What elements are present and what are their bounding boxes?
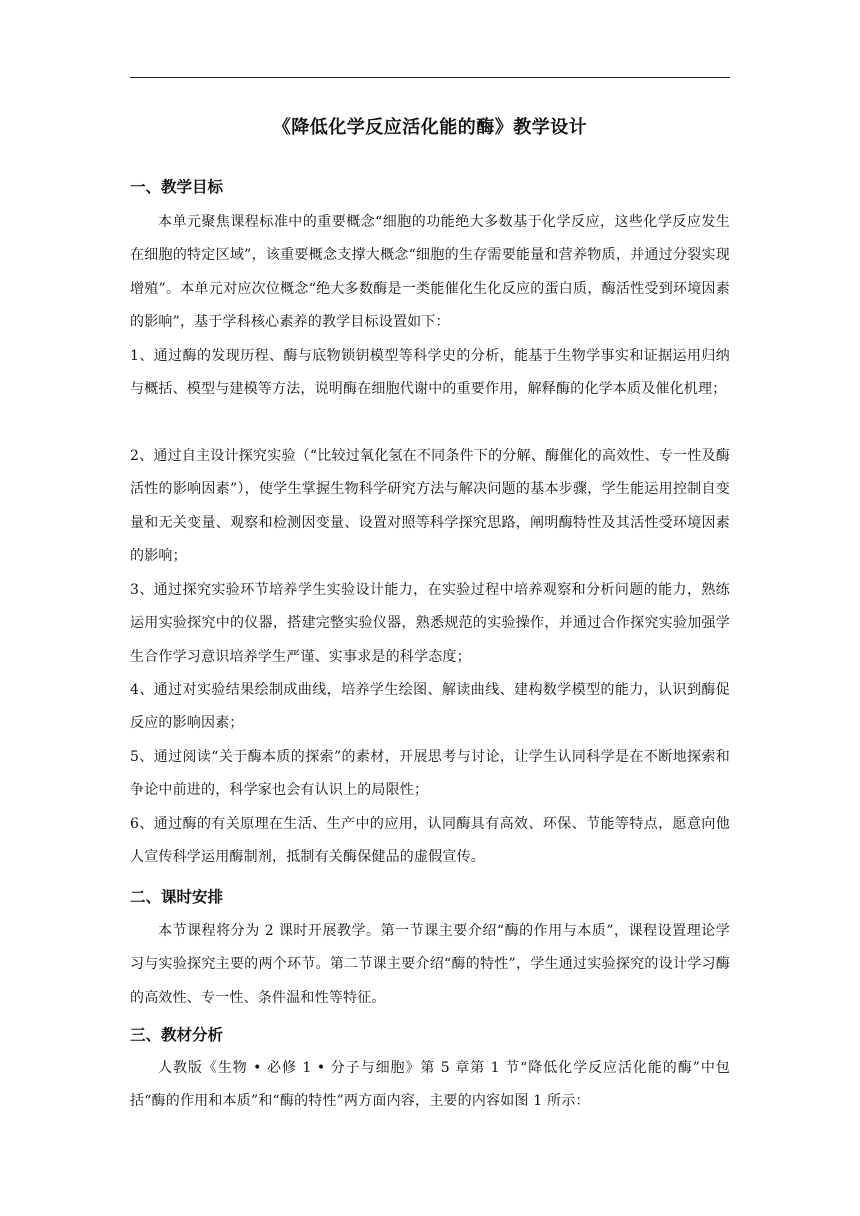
objective-item-5: 5、通过阅读“关于酶本质的探索”的素材，开展思考与讨论，让学生认同科学是在不断地探索和争论中前进的，科学家也会有认识上的局限性； (130, 749, 730, 799)
objectives-intro-paragraph: 本单元聚焦课程标准中的重要概念“细胞的功能绝大多数基于化学反应，这些化学反应发生在细胞的特定区域”，该重要概念支撑大概念“细胞的生存需要能量和营养物质，并通过分裂实现增殖”。本单元对应次位概念“绝大多数酶是一类能催化生化反应的蛋白质，酶活性受到环境因素的影响”，基于学科核心素养的教学目标设置如下： (130, 214, 730, 330)
objective-item-2: 2、通过自主设计探究实验（“比较过氧化氢在不同条件下的分解、酶催化的高效性、专一性及酶活性的影响因素”），使学生掌握生物科学研究方法与解决问题的基本步骤，学生能运用控制自变量和无关变量、观察和检测因变量、设置对照等科学探究思路，阐明酶特性及其活性受环境因素的影响； (130, 448, 730, 564)
document-title: 《降低化学反应活化能的酶》教学设计 (272, 117, 588, 138)
objective-item-3: 3、通过探究实验环节培养学生实验设计能力，在实验过程中培养观察和分析问题的能力，熟练运用实验探究中的仪器，搭建完整实验仪器，熟悉规范的实验操作，并通过合作探究实验加强学生合作学习意识培养学生严谨、实事求是的科学态度； (130, 582, 730, 665)
section-heading-textbook-analysis: 三、教材分析 (130, 1026, 224, 1044)
section-heading-schedule: 二、课时安排 (130, 888, 224, 906)
section-heading-objectives: 一、教学目标 (130, 178, 224, 196)
header-rule (130, 77, 730, 78)
textbook-analysis-paragraph: 人教版《生物 • 必修 1 • 分子与细胞》第 5 章第 1 节“降低化学反应活化能的酶”中包括“酶的作用和本质”和“酶的特性”两方面内容，主要的内容如图 1 所示： (130, 1060, 730, 1110)
objective-item-4: 4、通过对实验结果绘制成曲线，培养学生绘图、解读曲线、建构数学模型的能力，认识到酶促反应的影响因素； (130, 682, 730, 732)
schedule-paragraph: 本节课程将分为 2 课时开展教学。第一节课主要介绍“酶的作用与本质”，课程设置理论学习与实验探究主要的两个环节。第二节课主要介绍“酶的特性”，学生通过实验探究的设计学习酶的高效性、专一性、条件温和性等特征。 (130, 923, 730, 1006)
objective-item-6: 6、通过酶的有关原理在生活、生产中的应用，认同酶具有高效、环保、节能等特点，愿意向他人宣传科学运用酶制剂，抵制有关酶保健品的虚假宣传。 (130, 816, 730, 866)
objective-item-1: 1、通过酶的发现历程、酶与底物锁钥模型等科学史的分析，能基于生物学事实和证据运用归纳与概括、模型与建模等方法，说明酶在细胞代谢中的重要作用，解释酶的化学本质及催化机理； (130, 348, 730, 398)
